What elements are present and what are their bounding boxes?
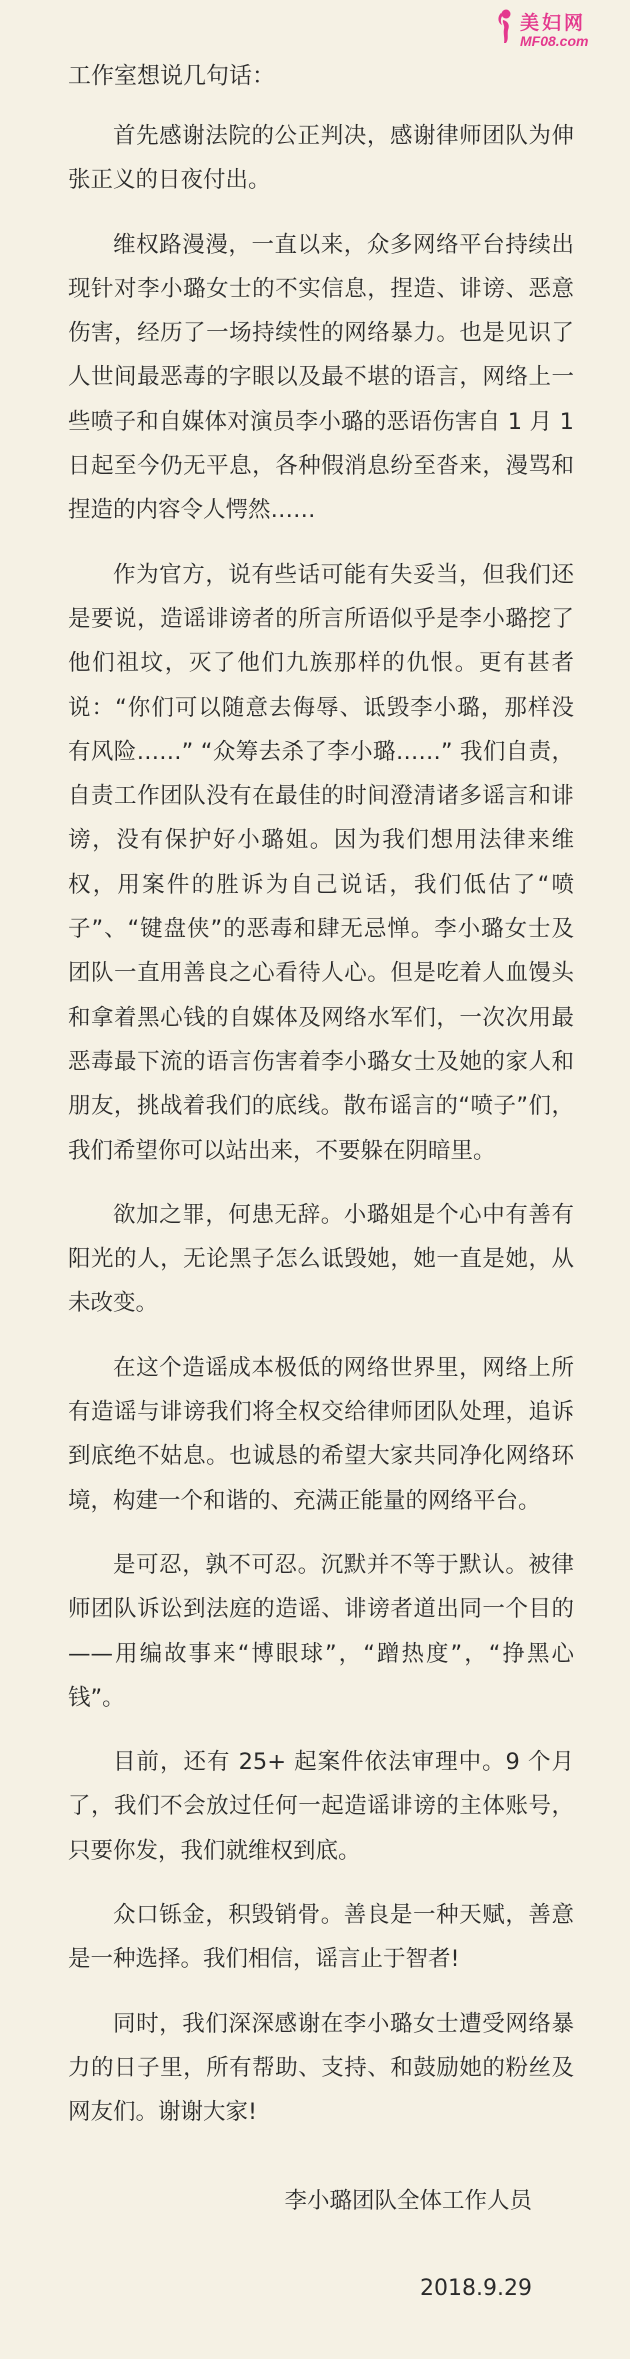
signature: 李小璐团队全体工作人员 <box>284 2188 532 2214</box>
woman-silhouette-icon <box>494 8 516 44</box>
paragraph-kindness: 众口铄金，积毁销骨。善良是一种天赋，善意是一种选择。我们相信，谣言止于智者! <box>68 1901 574 1973</box>
paragraph-no-change: 欲加之罪，何患无辞。小璐姐是个心中有善有阳光的人，无论黑子怎么诋毁她，她一直是她，从未改变。 <box>68 1201 574 1317</box>
paragraph-pending-cases: 目前，还有 25+ 起案件依法审理中。9 个月了，我们不会放过任何一起造谣诽谤的主体账号，只要你发，我们就维权到底。 <box>68 1749 574 1864</box>
paragraph-thanks-court: 首先感谢法院的公正判决，感谢律师团队为伸张正义的日夜付出。 <box>68 123 574 194</box>
paragraph-legal-action: 在这个造谣成本极低的网络世界里，网络上所有造谣与诽谤我们将全权交给律师团队处理，追诉到底绝不姑息。也诚恳的希望大家共同净化网络环境，构建一个和谐的、充满正能量的网络平台。 <box>68 1354 574 1514</box>
statement-body <box>68 58 574 2154</box>
paragraph-official-response: 作为官方，说有些话可能有失妥当，但我们还是要说，造谣诽谤者的所言所语似乎是李小璐挖了他们祖坟，灭了他们九族那样的仇恨。更有甚者说：“你们可以随意去侮辱、诋毁李小璐，那样没有风险……” “众筹去杀了李小璐……” 我们自责，自责工作团队没有在最佳的时间澄清诸多谣言和诽谤，没有保护好小璐姐。因为我们想用法律来维权，用案件的胜诉为自己说话，我们低估了“喷子”、“键盘侠”的恶毒和肆无忌惮。李小璐女士及团队一直用善良之心看待人心。但是吃着人血馒头和拿着黑心钱的自媒体及网络水军们，一次次用最恶毒最下流的语言伤害着李小璐女士及她的家人和朋友，挑战着我们的底线。散布谣言的“喷子”们，我们希望你可以站出来，不要躲在阴暗里。 <box>68 561 574 1164</box>
paragraph-online-abuse: 维权路漫漫，一直以来，众多网络平台持续出现针对李小璐女士的不实信息，捏造、诽谤、恶意伤害，经历了一场持续性的网络暴力。也是见识了人世间最恶毒的字眼以及最不堪的语言，网络上一些喷子和自媒体对演员李小璐的恶语伤害自 1 月 1 日起至今仍无平息，各种假消息纷至沓来，漫骂和捏造的内容令人愕然…… <box>68 231 574 524</box>
statement-date: 2018.9.29 <box>420 2276 532 2301</box>
statement-heading: 工作室想说几句话： <box>68 63 275 89</box>
watermark-name: 美妇网 <box>520 12 587 34</box>
watermark <box>494 6 614 58</box>
paragraph-gratitude: 同时，我们深深感谢在李小璐女士遭受网络暴力的日子里，所有帮助、支持、和鼓励她的粉丝及网友们。谢谢大家! <box>68 2010 574 2126</box>
watermark-url: MF08.com <box>520 33 589 49</box>
paragraph-motives: 是可忍，孰不可忍。沉默并不等于默认。被律师团队诉讼到法庭的造谣、诽谤者道出同一个目的——用编故事来“博眼球”，“蹭热度”，“挣黑心钱”。 <box>68 1551 574 1711</box>
